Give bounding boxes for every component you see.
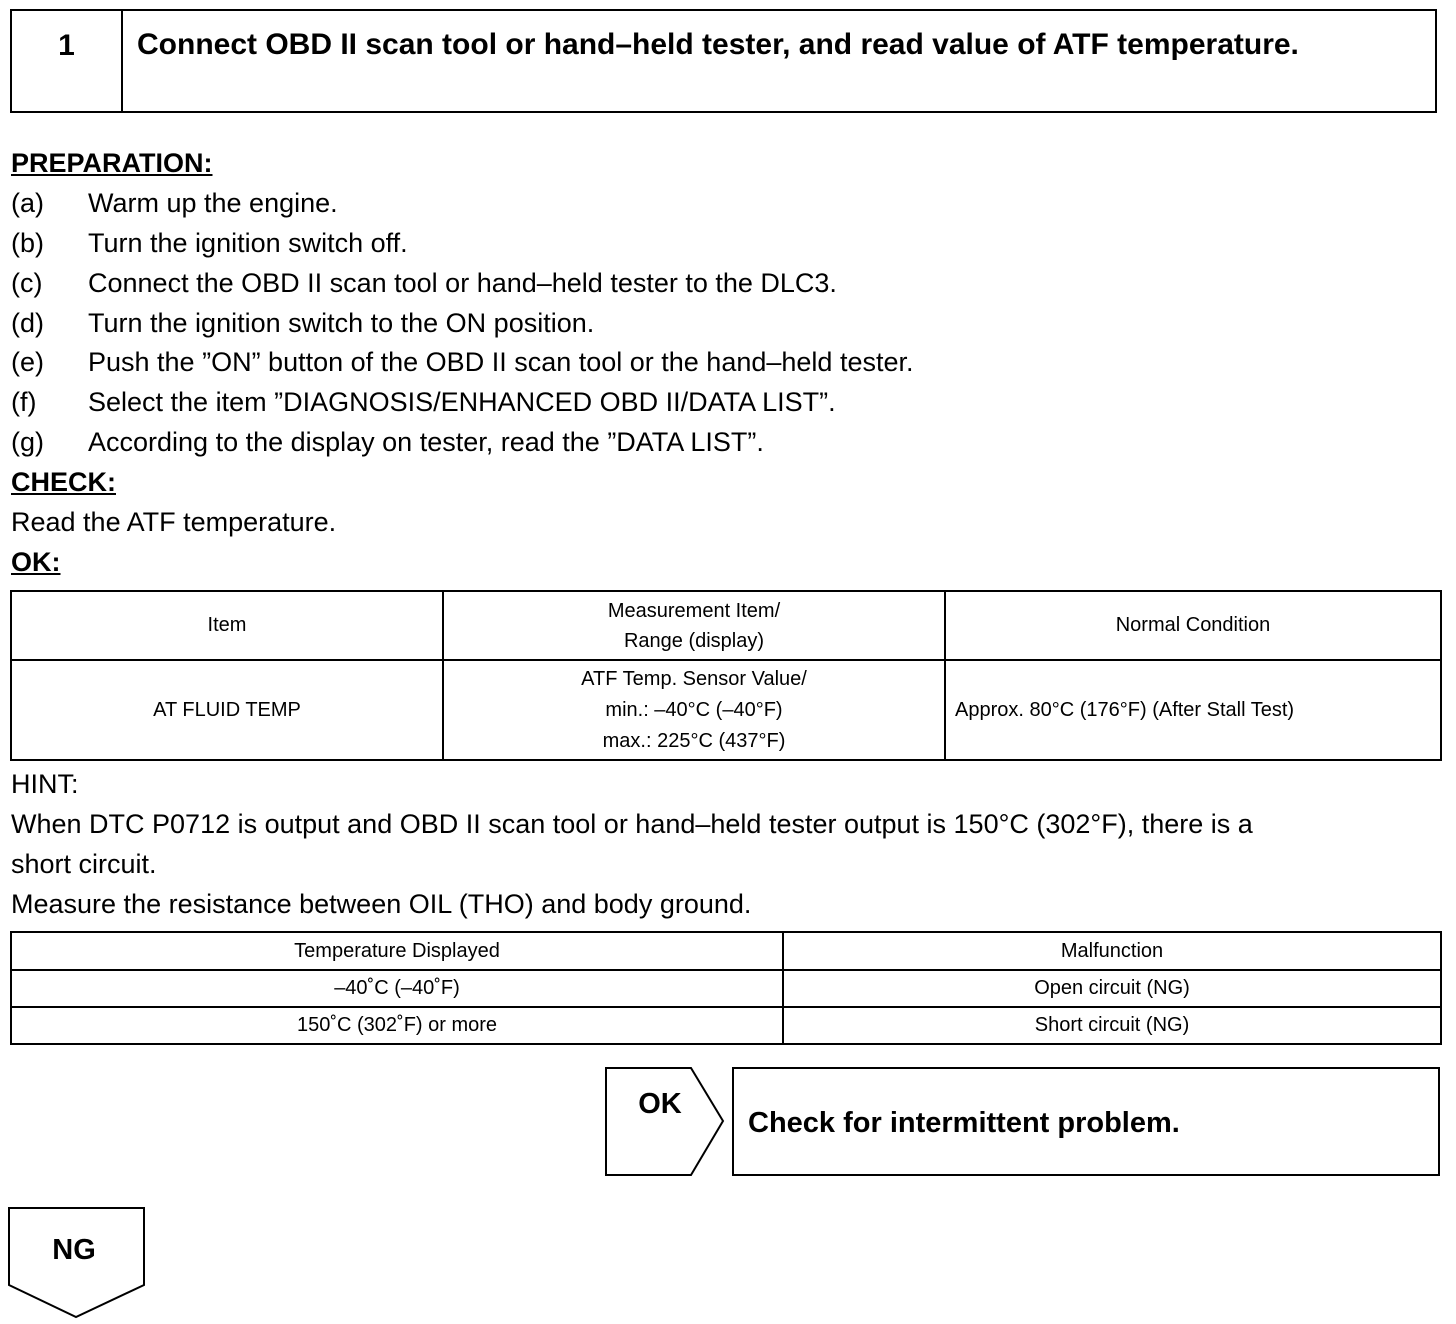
prep-item-label: (a)	[11, 188, 44, 218]
ok-arrow-icon	[605, 1067, 725, 1176]
step-title: Connect OBD II scan tool or hand–held tester, and read value of ATF temperature.	[137, 28, 1299, 61]
ok-heading: OK:	[11, 547, 61, 577]
cell-measurement	[443, 660, 945, 760]
header-measurement-line2: Range (display)	[623, 629, 765, 652]
prep-item-label: (f)	[11, 387, 37, 417]
cell-measurement-line1: ATF Temp. Sensor Value/	[581, 667, 807, 690]
cell-normal: Approx. 80°C (176°F) (After Stall Test)	[945, 660, 1441, 760]
preparation-heading: PREPARATION:	[11, 148, 213, 178]
hint-line2: short circuit.	[11, 849, 157, 879]
prep-item-label: (b)	[11, 228, 44, 258]
table-header-row	[11, 932, 1441, 970]
ok-spec-table	[10, 590, 1442, 761]
prep-item-label: (g)	[11, 427, 44, 457]
prep-item-text: Warm up the engine.	[88, 188, 338, 218]
cell-malfunction: Short circuit (NG)	[783, 1007, 1441, 1044]
step-header	[10, 9, 1437, 113]
header-measurement	[443, 591, 945, 660]
header-malfunction: Malfunction	[783, 932, 1441, 970]
prep-item-text: Connect the OBD II scan tool or hand–held tester to the DLC3.	[88, 268, 837, 298]
ok-flow-label: OK	[638, 1088, 682, 1120]
check-heading: CHECK:	[11, 467, 116, 497]
prep-item-text: According to the display on tester, read the ”DATA LIST”.	[88, 427, 764, 457]
table-row	[11, 1007, 1441, 1044]
ok-result-box	[732, 1067, 1440, 1176]
prep-item-text: Turn the ignition switch off.	[88, 228, 408, 258]
header-item: Item	[11, 591, 443, 660]
table-header-row	[11, 591, 1441, 660]
prep-item-text: Select the item ”DIAGNOSIS/ENHANCED OBD II/DATA LIST”.	[88, 387, 836, 417]
cell-measurement-line3: max.: 225°C (437°F)	[602, 729, 786, 752]
hint-line1: When DTC P0712 is output and OBD II scan tool or hand–held tester output is 150°C (302°F), there is a	[11, 809, 1253, 839]
cell-malfunction: Open circuit (NG)	[783, 970, 1441, 1007]
prep-item-text: Push the ”ON” button of the OBD II scan tool or the hand–held tester.	[88, 347, 914, 377]
cell-temperature: –40˚C (–40˚F)	[11, 970, 783, 1007]
ok-result-text: Check for intermittent problem.	[748, 1107, 1180, 1139]
prep-item-label: (d)	[11, 308, 44, 338]
prep-item-text: Turn the ignition switch to the ON position.	[88, 308, 595, 338]
header-measurement-line1: Measurement Item/	[607, 599, 781, 622]
hint-line3: Measure the resistance between OIL (THO) and body ground.	[11, 889, 752, 919]
table-row	[11, 660, 1441, 760]
prep-item-label: (e)	[11, 347, 44, 377]
cell-measurement-line2: min.: –40°C (–40°F)	[605, 698, 783, 721]
malfunction-table	[10, 931, 1442, 1045]
check-text: Read the ATF temperature.	[11, 507, 337, 537]
cell-temperature: 150˚C (302˚F) or more	[11, 1007, 783, 1044]
cell-item: AT FLUID TEMP	[11, 660, 443, 760]
header-temperature: Temperature Displayed	[11, 932, 783, 970]
header-normal: Normal Condition	[945, 591, 1441, 660]
prep-item-label: (c)	[11, 268, 43, 298]
table-row	[11, 970, 1441, 1007]
step-number: 1	[12, 11, 123, 111]
hint-label: HINT:	[11, 769, 79, 799]
ng-flow-label: NG	[52, 1234, 96, 1266]
